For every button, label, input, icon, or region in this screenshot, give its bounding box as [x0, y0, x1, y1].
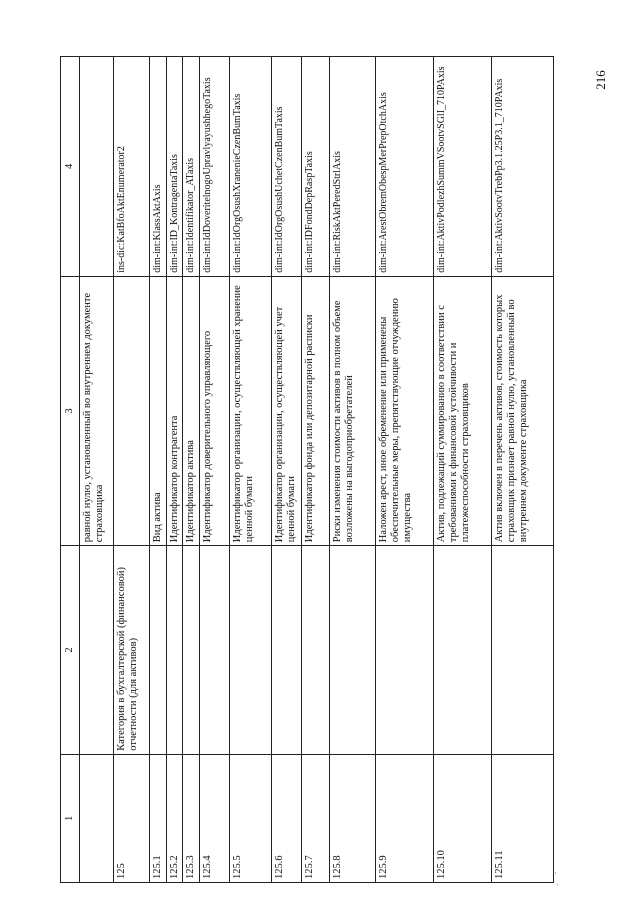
row-code-cell: dim-int:IdOrgOsushUchetCzenBumTaxis — [272, 57, 302, 277]
row-description-cell — [113, 276, 149, 545]
row-name-cell — [492, 546, 554, 755]
table-row — [200, 57, 230, 883]
column-header-2: 2 — [61, 546, 80, 755]
row-description-cell: Идентификатор актива — [183, 276, 200, 545]
row-code-cell: dim-int:ArestObremObespMerPrepOtchAxis — [376, 57, 434, 277]
row-description-cell: Идентификатор организации, осуществляющей учет ценной бумаги — [272, 276, 302, 545]
table-body — [79, 57, 553, 883]
rotated-table-wrapper — [60, 56, 575, 883]
table-row — [434, 57, 492, 883]
row-name-cell — [302, 546, 330, 755]
row-name-cell — [200, 546, 230, 755]
row-number-cell: 125.1 — [149, 754, 166, 882]
row-number-cell: 125.9 — [376, 754, 434, 882]
row-name-cell — [230, 546, 272, 755]
row-number-cell: 125.4 — [200, 754, 230, 882]
row-name-cell — [376, 546, 434, 755]
row-number-cell: 125.8 — [330, 754, 376, 882]
row-description-cell: Риски изменения стоимости активов в полном объеме возложены на выгодоприобретателей — [330, 276, 376, 545]
row-number-cell — [79, 754, 113, 882]
row-name-cell — [272, 546, 302, 755]
row-code-cell: ins-dic:KatBfoAktEnumerator2 — [113, 57, 149, 277]
table-row — [166, 57, 183, 883]
column-header-4: 4 — [61, 57, 80, 277]
scan-speck: · — [554, 868, 557, 878]
scan-speck: · — [556, 880, 559, 890]
table-row — [330, 57, 376, 883]
row-name-cell — [183, 546, 200, 755]
row-number-cell: 125.5 — [230, 754, 272, 882]
row-code-cell: dim-int:KlassAktAxis — [149, 57, 166, 277]
table-row — [230, 57, 272, 883]
table-row — [183, 57, 200, 883]
row-code-cell: dim-int:AktivPodlezhSummVSootvSGlI_710PAxis — [434, 57, 492, 277]
row-number-cell: 125 — [113, 754, 149, 882]
row-name-cell — [434, 546, 492, 755]
row-description-cell: равной нулю, установленный во внутреннем документе страховщика — [79, 276, 113, 545]
row-code-cell: dim-int:IDFondDepRaspTaxis — [302, 57, 330, 277]
row-code-cell: dim-int:ID_KontragentaTaxis — [166, 57, 183, 277]
row-description-cell: Вид актива — [149, 276, 166, 545]
table-row — [376, 57, 434, 883]
row-description-cell: Идентификатор фонда или депозитарной расписки — [302, 276, 330, 545]
row-description-cell: Идентификатор доверительного управляющего — [200, 276, 230, 545]
row-description-cell: Идентификатор организации, осуществляющей хранение ценной бумаги — [230, 276, 272, 545]
row-number-cell: 125.3 — [183, 754, 200, 882]
row-description-cell: Наложен арест, иное обременение или применены обеспечительные меры, препятствующие отчуждению имущества — [376, 276, 434, 545]
row-description-cell: Актив, подлежащий суммированию в соответствии с требованиями к финансовой устойчивости и платежеспособности страховщиков — [434, 276, 492, 545]
column-header-3: 3 — [61, 276, 80, 545]
row-code-cell: dim-int:AktivSootvTrebPp3.1.25P3.1_710PAxis — [492, 57, 554, 277]
table-header — [61, 57, 80, 883]
row-name-cell — [330, 546, 376, 755]
header-row — [61, 57, 80, 883]
row-code-cell: dim-int:IdOrgOsushXranenieCzenBumTaxis — [230, 57, 272, 277]
taxonomy-table — [60, 56, 554, 883]
table-row — [492, 57, 554, 883]
row-description-cell: Актив включен в перечень активов, стоимость которых страховщик признает равной нулю, установленный во внутреннем документе страховщика — [492, 276, 554, 545]
row-number-cell: 125.6 — [272, 754, 302, 882]
row-number-cell: 125.7 — [302, 754, 330, 882]
column-header-1: 1 — [61, 754, 80, 882]
row-description-cell: Идентификатор контрагента — [166, 276, 183, 545]
row-code-cell: dim-int:IdDoveritelnogoUpravlyayushhegoTaxis — [200, 57, 230, 277]
row-number-cell: 125.11 — [492, 754, 554, 882]
page-number: 216 — [593, 70, 608, 90]
table-row — [149, 57, 166, 883]
row-number-cell: 125.10 — [434, 754, 492, 882]
row-code-cell: dim-int:RiskAktPeredStrlAxis — [330, 57, 376, 277]
row-name-cell — [149, 546, 166, 755]
row-code-cell — [79, 57, 113, 277]
table-row — [113, 57, 149, 883]
row-number-cell: 125.2 — [166, 754, 183, 882]
row-code-cell: dim-int:Identifikator_ATaxis — [183, 57, 200, 277]
row-name-cell — [79, 546, 113, 755]
row-name-cell: Категория в бухгалтерской (финансовой) отчетности (для активов) — [113, 546, 149, 755]
table-row — [302, 57, 330, 883]
row-name-cell — [166, 546, 183, 755]
table-row — [79, 57, 113, 883]
table-row — [272, 57, 302, 883]
